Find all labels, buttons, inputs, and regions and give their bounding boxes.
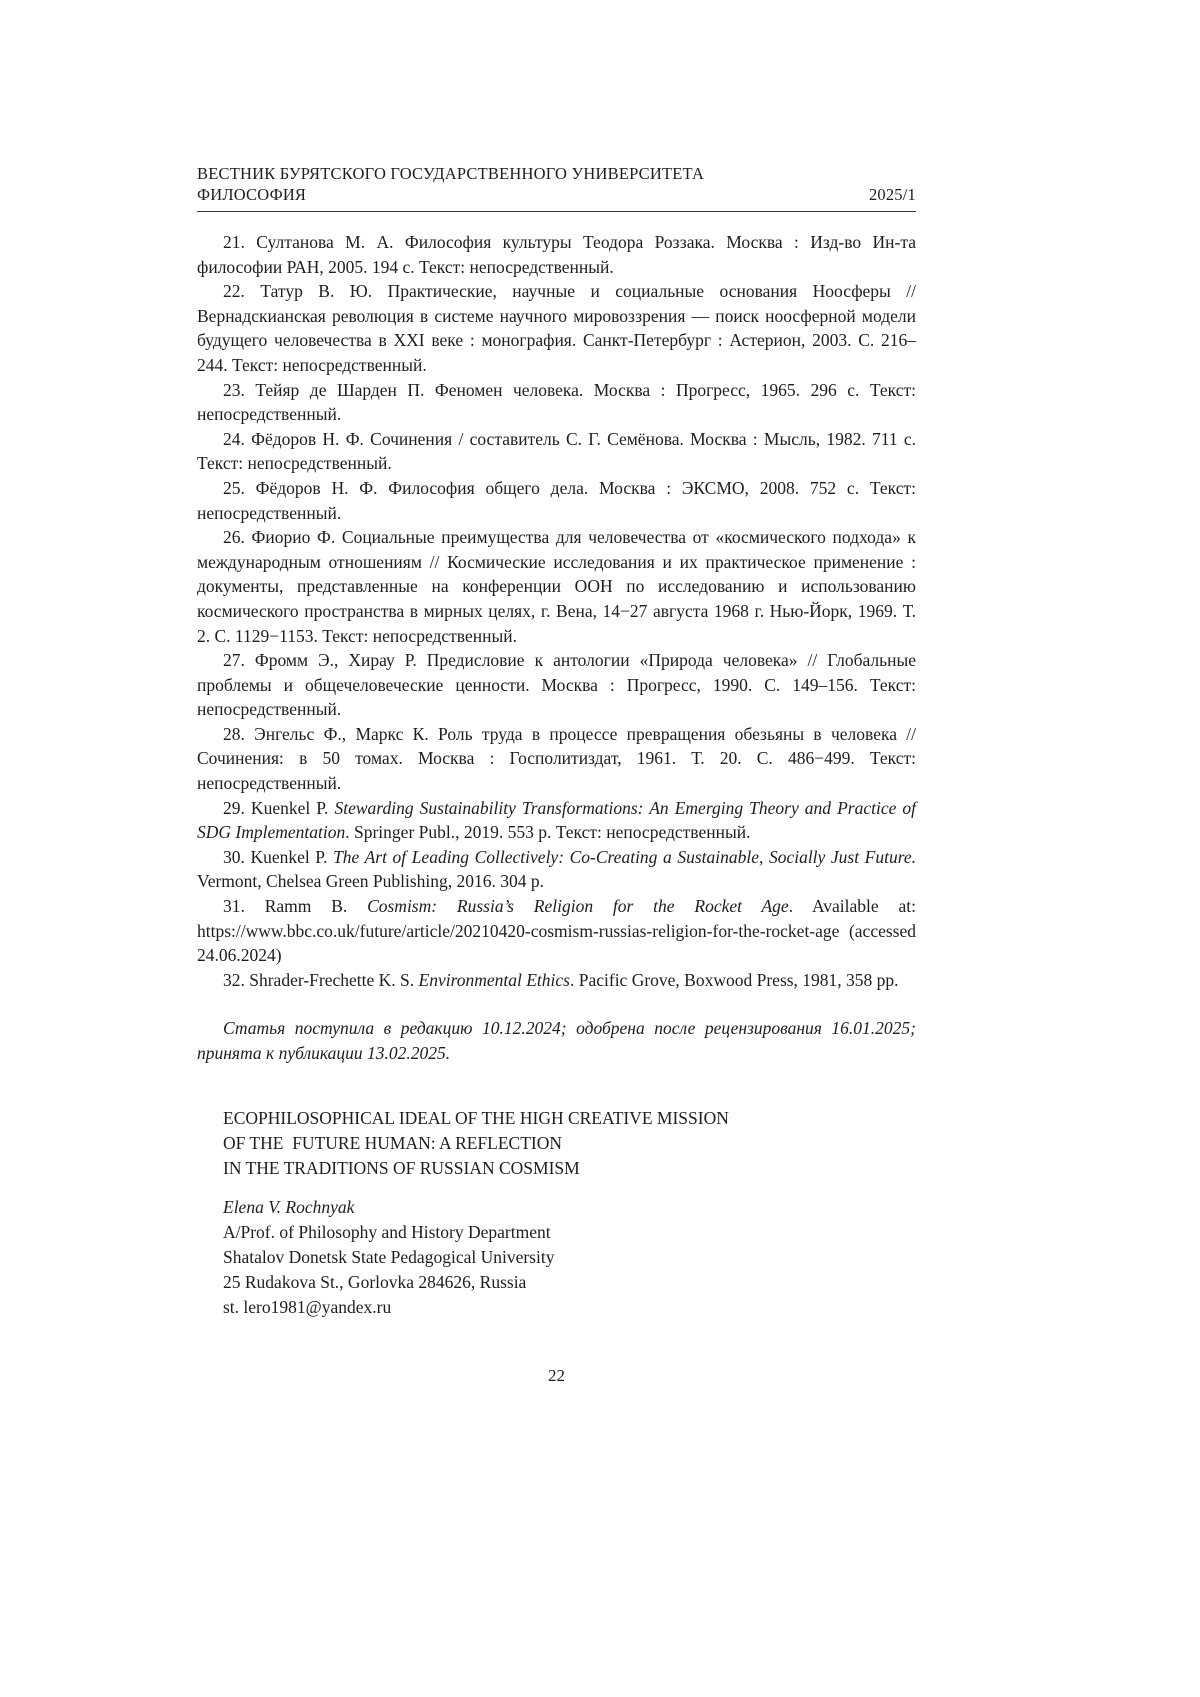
reference-item	[197, 648, 916, 722]
author-position: A/Prof. of Philosophy and History Department	[223, 1221, 551, 1242]
reference-text: . Pacific Grove, Boxwood Press, 1981, 358 pp.	[569, 969, 899, 990]
reference-item	[197, 378, 916, 427]
reference-title-italic: Stewarding Sustainability Transformations: An Emerging Theory and Practice of SDG Implementation	[197, 797, 917, 843]
reference-text: 32. Shrader-Frechette K. S.	[223, 969, 419, 990]
reference-text: 27. Фромм Э., Хирау Р. Предисловие к антологии «Природа человека» // Глобальные проблемы и общечеловеческие ценности. Москва : Прогресс, 1990. С. 149–156. Текст: непосредственный.	[197, 650, 916, 720]
author-affiliation: Shatalov Donetsk State Pedagogical University	[223, 1246, 555, 1267]
author-block	[197, 1195, 916, 1320]
reference-text: Vermont, Chelsea Green Publishing, 2016. 304 p.	[197, 871, 545, 892]
reference-item	[197, 894, 916, 968]
reference-text: 28. Энгельс Ф., Маркс К. Роль труда в процессе превращения обезьяны в человека // Сочинения: в 50 томах. Москва : Госполитиздат, 1961. Т. 20. С. 486−499. Текст: непосредственный.	[197, 723, 916, 794]
reference-item	[197, 230, 916, 279]
reference-title-italic: The Art of Leading Collectively: Co-Creating a Sustainable, Socially Just Future.	[333, 846, 917, 867]
reference-text: 24. Фёдоров Н. Ф. Сочинения / составитель С. Г. Семёнова. Москва : Мысль, 1982. 711 с. Текст: непосредственный.	[197, 428, 916, 474]
reference-item	[197, 525, 916, 648]
journal-title: ВЕСТНИК БУРЯТСКОГО ГОСУДАРСТВЕННОГО УНИВЕРСИТЕТА	[197, 164, 705, 183]
title-line: ECOPHILOSOPHICAL IDEAL OF THE HIGH CREATIVE MISSION	[223, 1107, 729, 1128]
reference-title-italic: Cosmism: Russia’s Religion for the Rocket Age	[367, 896, 789, 917]
reference-text: 29. Kuenkel P.	[223, 797, 335, 818]
reference-url-text: . Available at: https://www.bbc.co.uk/future/article/20210420-cosmism-russias-religion-for-the-rocket-age (accessed 24.06.2024)	[197, 896, 916, 966]
title-line: OF THE FUTURE HUMAN: A REFLECTION	[223, 1132, 563, 1153]
reference-title-italic: Environmental Ethics	[418, 969, 570, 990]
reference-text: 25. Фёдоров Н. Ф. Философия общего дела. Москва : ЭКСМО, 2008. 752 с. Текст: непосредственный.	[197, 477, 916, 523]
reference-item	[197, 968, 916, 993]
author-email: st. lero1981@yandex.ru	[223, 1296, 392, 1317]
title-line: IN THE TRADITIONS OF RUSSIAN COSMISM	[223, 1157, 580, 1178]
reference-text: . Springer Publ., 2019. 553 p. Текст: непосредственный.	[345, 822, 751, 843]
reference-text: 22. Татур В. Ю. Практические, научные и социальные основания Ноосферы // Вернадскианская революция в системе научного мировоззрения — поиск ноосферной модели будущего человечества в XXI веке : монография. Санкт-Петербург : Астерион, 2003. С. 216–244. Текст: непосредственный.	[197, 281, 916, 375]
reference-text: 31. Ramm B.	[223, 896, 368, 917]
author-address: 25 Rudakova St., Gorlovka 284626, Russia	[223, 1271, 527, 1292]
reference-item	[197, 722, 916, 796]
reference-text: 26. Фиорио Ф. Социальные преимущества для человечества от «космического подхода» к международным отношениям // Космические исследования и их практическое применение : документы, представленные на конференции ООН по исследованию и использованию космического пространства в мирных целях, г. Вена, 14−27 августа 1968 г. Нью-Йорк, 1969. Т. 2. С. 1129−1153. Текст: непосредственный.	[197, 527, 916, 646]
reference-item	[197, 796, 916, 845]
author-name: Elena V. Rochnyak	[223, 1196, 355, 1217]
reference-text: 21. Султанова М. А. Философия культуры Теодора Роззака. Москва : Изд-во Ин-та философии РАН, 2005. 194 с. Текст: непосредственный.	[197, 232, 916, 277]
reference-item	[197, 845, 916, 894]
journal-header	[197, 163, 916, 212]
reference-item	[197, 427, 916, 476]
references-list	[197, 230, 916, 992]
english-article-title	[197, 1106, 916, 1181]
journal-issue: 2025/1	[868, 185, 916, 204]
reference-text: 23. Тейяр де Шарден П. Феномен человека. Москва : Прогресс, 1965. 296 с. Текст: непосредственный.	[197, 379, 916, 425]
reference-item	[197, 476, 916, 525]
reference-text: 30. Kuenkel P.	[223, 846, 334, 867]
journal-section: ФИЛОСОФИЯ	[197, 185, 307, 204]
submission-note: Статья поступила в редакцию 10.12.2024; одобрена после рецензирования 16.01.2025; принята к публикации 13.02.2025.	[197, 1018, 916, 1063]
header-rule	[197, 211, 916, 212]
reference-item	[197, 279, 916, 377]
page-number: 22	[548, 1365, 565, 1385]
